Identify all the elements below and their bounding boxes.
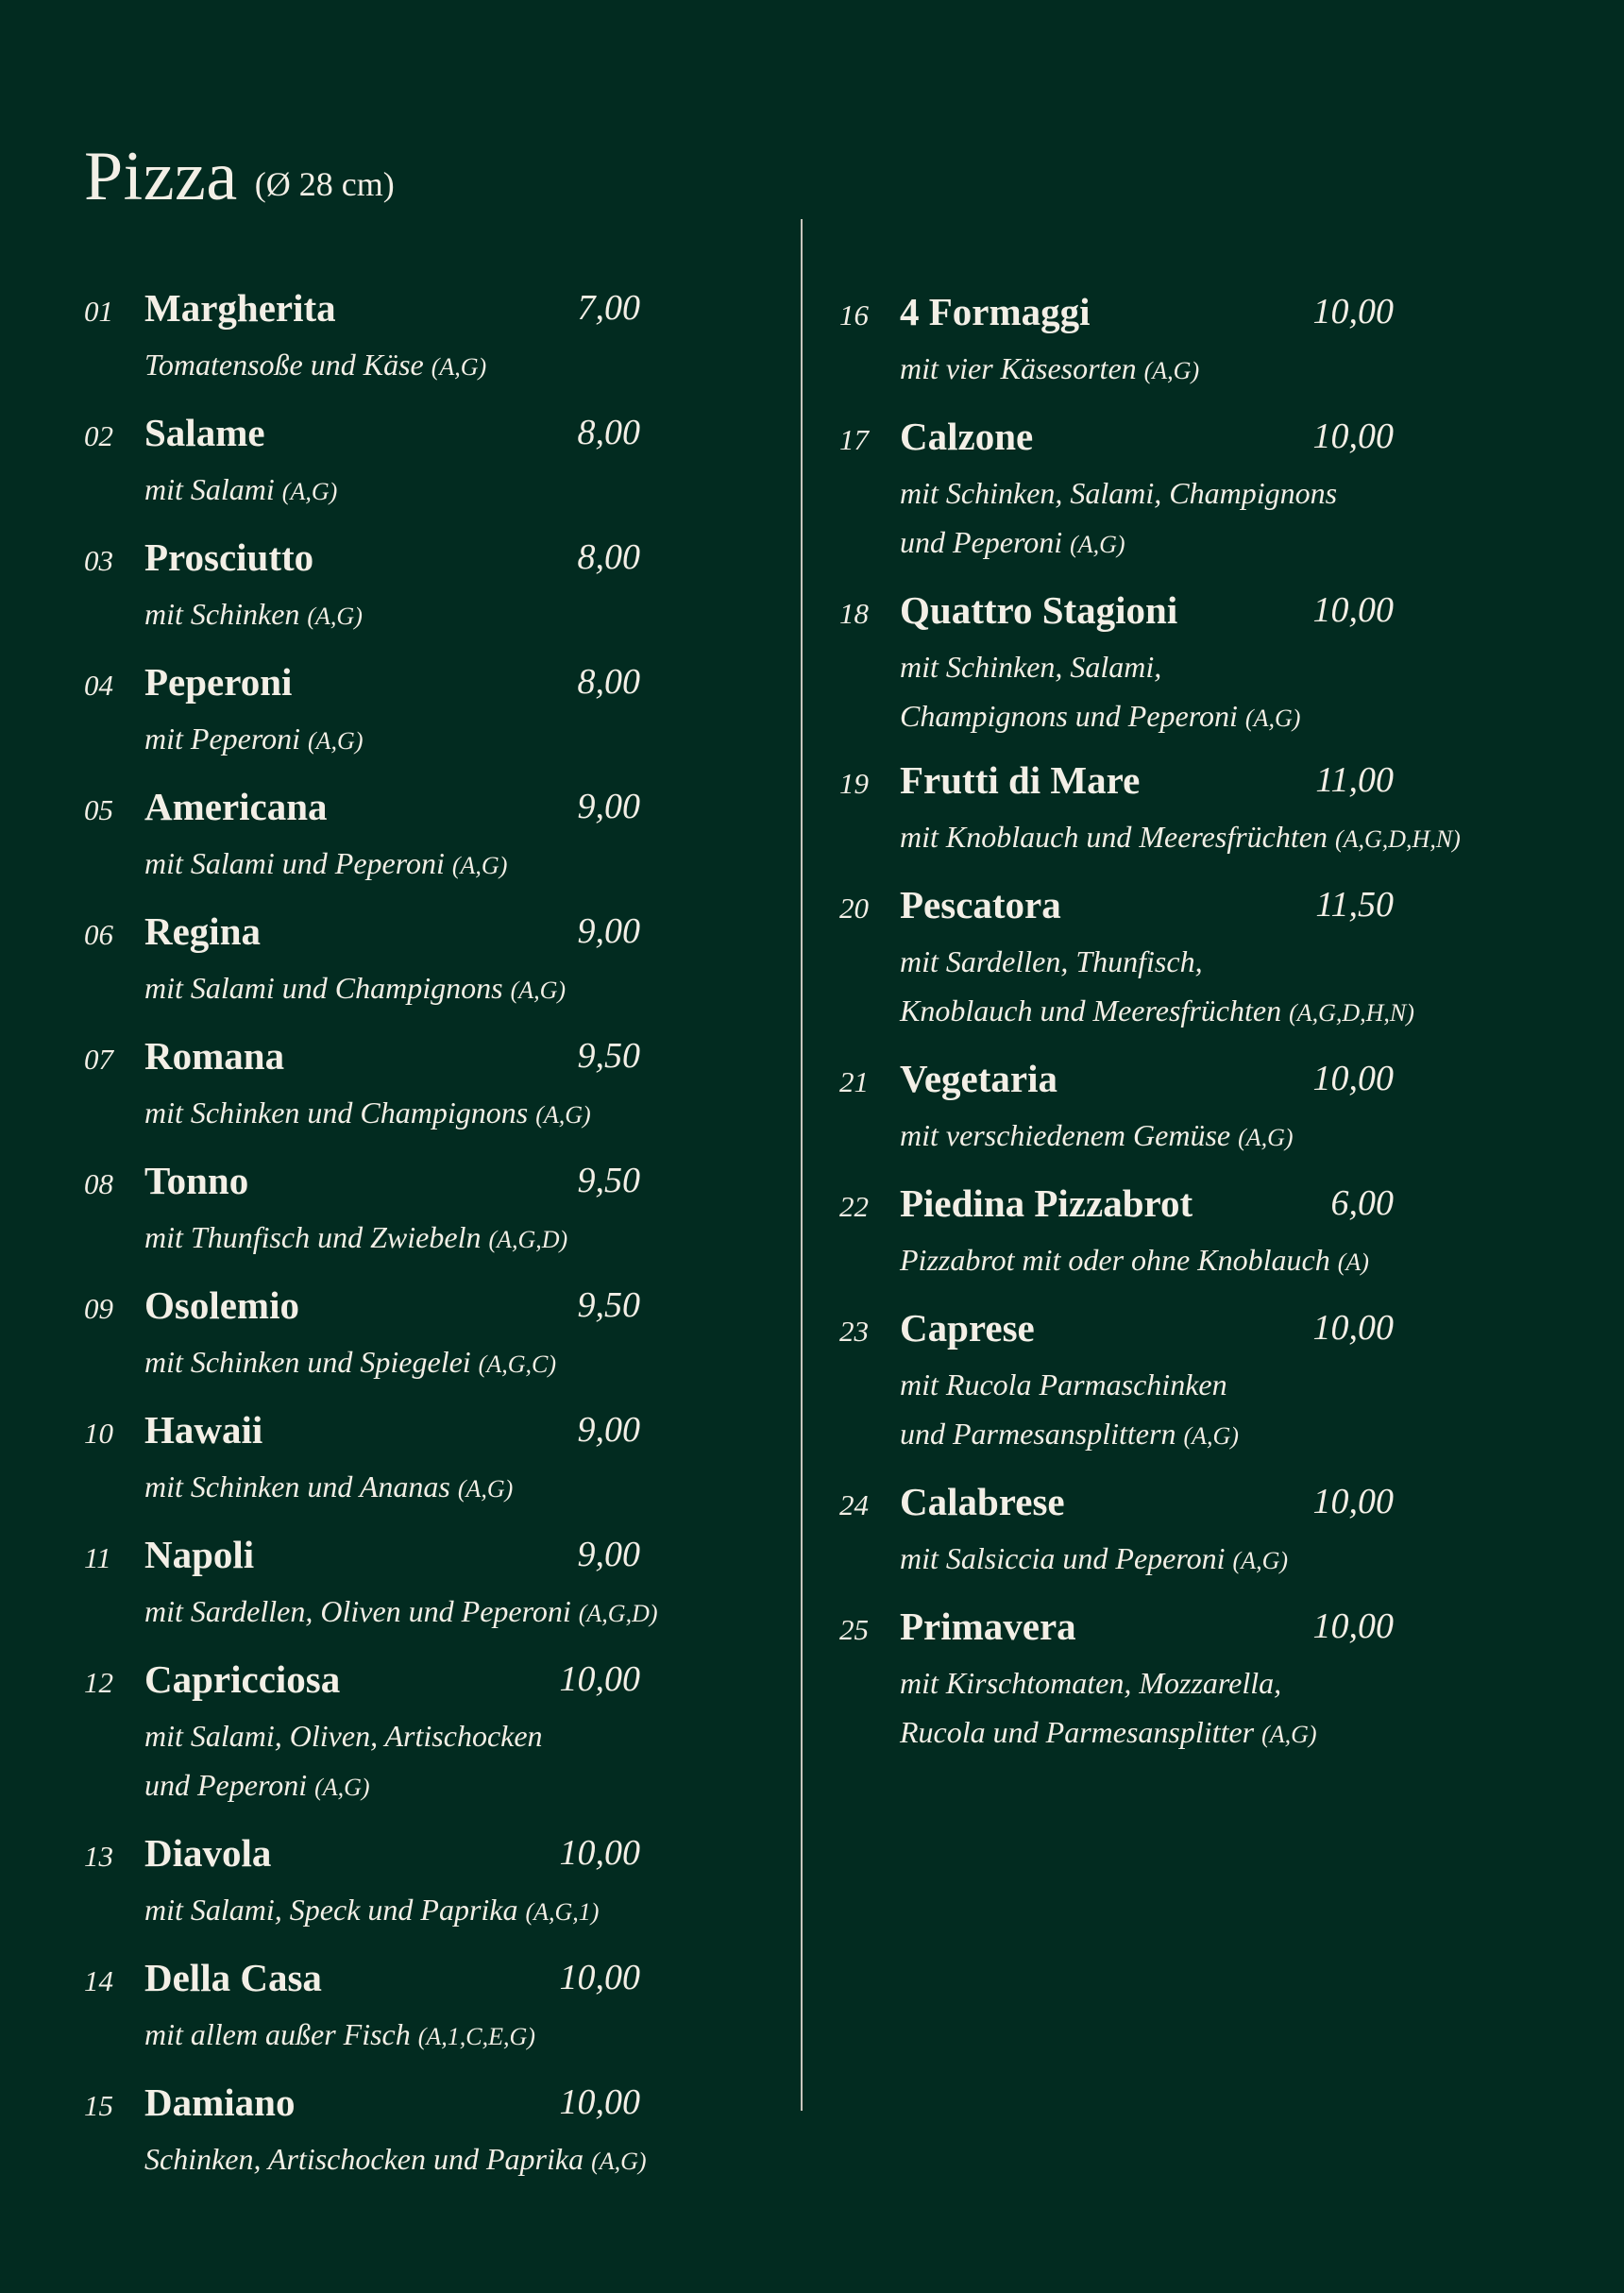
allergen-codes: (A,G): [1244, 705, 1301, 732]
description-line: [144, 2134, 647, 2186]
description-line: [900, 1360, 1239, 1409]
allergen-codes: (A,G): [314, 1774, 370, 1801]
item-name: Americana: [144, 785, 328, 828]
item-price: 10,00: [1312, 416, 1394, 456]
item-price: 11,00: [1315, 760, 1394, 800]
item-number: 17: [839, 423, 869, 456]
description-line: [144, 1088, 591, 1140]
allergen-codes: (A,G): [1070, 531, 1125, 558]
item-description: [144, 1462, 513, 1514]
description-line: [144, 1760, 543, 1812]
item-number: 19: [839, 767, 869, 800]
description-line: [144, 1462, 513, 1514]
item-price: 9,00: [577, 1410, 640, 1450]
item-number: 23: [839, 1315, 869, 1348]
item-price: 10,00: [559, 2082, 640, 2122]
item-price: 9,00: [577, 787, 640, 826]
description-line: [900, 937, 1414, 986]
description-text: mit Salami, Speck und Paprika: [144, 1893, 518, 1927]
item-description: [900, 642, 1300, 743]
allergen-codes: (A,G): [535, 1101, 591, 1129]
item-description: [144, 340, 486, 392]
description-text: mit Salsiccia und Peperoni: [900, 1541, 1226, 1575]
description-text: mit Sardellen, Thunfisch,: [900, 944, 1203, 978]
item-description: [900, 1111, 1294, 1163]
item-number: 06: [84, 918, 113, 951]
item-price: 10,00: [1312, 292, 1394, 331]
description-line: [144, 1213, 567, 1265]
item-name: Primavera: [900, 1605, 1076, 1648]
allergen-codes: (A,G): [1143, 357, 1200, 384]
item-price: 6,00: [1330, 1183, 1394, 1223]
description-line: [900, 518, 1337, 569]
item-description: [144, 2010, 535, 2062]
item-name: Salame: [144, 411, 265, 454]
description-text: mit Schinken: [144, 597, 300, 631]
item-price: 9,00: [577, 911, 640, 951]
description-text: mit Salami und Peperoni: [144, 846, 445, 880]
item-number: 11: [84, 1541, 111, 1574]
description-text: Pizzabrot mit oder ohne Knoblauch: [900, 1243, 1330, 1277]
item-description: [900, 1658, 1317, 1759]
item-price: 9,50: [577, 1285, 640, 1325]
allergen-codes: (A,G,C): [478, 1350, 556, 1378]
item-number: 12: [84, 1666, 113, 1699]
item-name: Damiano: [144, 2081, 296, 2124]
allergen-codes: (A,G,D): [488, 1226, 568, 1253]
item-price: 9,50: [577, 1161, 640, 1200]
description-line: [144, 839, 507, 891]
description-line: [900, 1111, 1294, 1163]
description-line: [900, 812, 1461, 864]
description-line: [900, 468, 1337, 518]
description-line: [900, 1658, 1317, 1707]
item-description: [900, 1534, 1288, 1586]
description-line: [144, 465, 337, 517]
item-description: [900, 937, 1414, 1038]
description-line: [900, 1235, 1369, 1287]
item-price: 11,50: [1315, 885, 1394, 925]
item-number: 16: [839, 298, 869, 331]
item-name: Della Casa: [144, 1956, 322, 1999]
description-text: mit Schinken und Ananas: [144, 1469, 450, 1503]
item-description: [900, 344, 1199, 396]
item-price: 10,00: [1312, 1482, 1394, 1521]
description-text: mit Salami, Oliven, Artischocken: [144, 1719, 543, 1753]
description-line: [144, 1587, 658, 1639]
description-text: Knoblauch und Meeresfrüchten: [900, 994, 1282, 1028]
description-text: mit Thunfisch und Zwiebeln: [144, 1220, 482, 1254]
description-text: mit Schinken, Salami,: [900, 650, 1162, 684]
description-line: [144, 1711, 543, 1760]
column-divider: [801, 219, 803, 2111]
allergen-codes: (A,G,D): [578, 1600, 658, 1627]
description-text: Rucola und Parmesansplitter: [900, 1715, 1255, 1749]
description-line: [144, 2010, 535, 2062]
item-description: [144, 465, 337, 517]
description-text: mit Rucola Parmaschinken: [900, 1367, 1227, 1401]
description-line: [900, 344, 1199, 396]
item-description: [900, 1235, 1369, 1287]
item-description: [144, 963, 566, 1015]
item-name: Frutti di Mare: [900, 758, 1141, 802]
item-name: Romana: [144, 1034, 285, 1078]
allergen-codes: (A,G,D,H,N): [1334, 825, 1461, 853]
item-description: [900, 1360, 1239, 1461]
allergen-codes: (A,1,C,E,G): [417, 2023, 535, 2050]
item-name: Pescatora: [900, 883, 1061, 926]
description-line: [144, 714, 363, 766]
allergen-codes: (A,G): [591, 2148, 647, 2175]
item-number: 25: [839, 1613, 869, 1646]
title-size-note: (Ø 28 cm): [254, 165, 395, 203]
item-number: 15: [84, 2089, 113, 2122]
allergen-codes: (A,G): [281, 478, 338, 505]
item-description: [144, 1337, 556, 1389]
allergen-codes: (A,G): [1232, 1547, 1289, 1574]
item-name: Prosciutto: [144, 535, 314, 579]
description-line: [900, 642, 1300, 691]
item-price: 8,00: [577, 413, 640, 452]
item-price: 8,00: [577, 662, 640, 702]
description-line: [144, 589, 363, 641]
item-description: [144, 2134, 647, 2186]
allergen-codes: (A,G): [451, 852, 508, 879]
description-text: Champignons und Peperoni: [900, 699, 1238, 733]
item-price: 10,00: [1312, 590, 1394, 630]
description-text: mit Knoblauch und Meeresfrüchten: [900, 820, 1328, 854]
item-description: [900, 468, 1337, 569]
item-number: 10: [84, 1417, 113, 1450]
description-text: mit Salami: [144, 472, 275, 506]
item-description: [144, 1711, 543, 1812]
description-line: [144, 1337, 556, 1389]
allergen-codes: (A,G): [307, 603, 363, 630]
item-number: 07: [84, 1043, 113, 1076]
item-number: 09: [84, 1292, 113, 1325]
item-number: 05: [84, 793, 113, 826]
description-line: [900, 691, 1300, 743]
description-text: mit verschiedenem Gemüse: [900, 1118, 1231, 1152]
allergen-codes: (A,G): [308, 727, 364, 755]
description-text: und Peperoni: [900, 525, 1063, 559]
item-name: Capricciosa: [144, 1657, 341, 1701]
item-name: Caprese: [900, 1306, 1035, 1350]
item-name: Hawaii: [144, 1408, 263, 1452]
description-text: mit Schinken, Salami, Champignons: [900, 476, 1338, 510]
item-price: 8,00: [577, 537, 640, 577]
description-line: [144, 340, 486, 392]
item-name: Calzone: [900, 415, 1034, 458]
item-description: [144, 1587, 658, 1639]
item-name: Osolemio: [144, 1283, 299, 1327]
item-price: 9,00: [577, 1535, 640, 1574]
description-text: mit Schinken und Spiegelei: [144, 1345, 471, 1379]
item-price: 10,00: [559, 1659, 640, 1699]
allergen-codes: (A,G): [431, 353, 487, 381]
item-number: 18: [839, 597, 869, 630]
description-text: und Peperoni: [144, 1768, 308, 1802]
allergen-codes: (A): [1337, 1248, 1369, 1276]
allergen-codes: (A,G): [510, 977, 567, 1004]
description-text: Tomatensoße und Käse: [144, 348, 424, 382]
description-text: mit Salami und Champignons: [144, 971, 503, 1005]
item-number: 03: [84, 544, 113, 577]
item-description: [144, 714, 363, 766]
item-price: 10,00: [559, 1833, 640, 1873]
item-number: 21: [839, 1065, 869, 1098]
description-text: mit Peperoni: [144, 722, 300, 756]
item-name: Peperoni: [144, 660, 293, 704]
item-number: 02: [84, 419, 113, 452]
item-price: 10,00: [1312, 1308, 1394, 1348]
item-name: Piedina Pizzabrot: [900, 1181, 1193, 1225]
description-line: [900, 1534, 1288, 1586]
description-line: [900, 986, 1414, 1038]
description-text: und Parmesansplittern: [900, 1417, 1176, 1451]
item-description: [144, 1088, 591, 1140]
description-text: mit Schinken und Champignons: [144, 1096, 529, 1130]
description-line: [144, 963, 566, 1015]
item-name: Calabrese: [900, 1480, 1065, 1523]
item-name: Tonno: [144, 1159, 249, 1202]
item-number: 01: [84, 295, 113, 328]
item-price: 9,50: [577, 1036, 640, 1076]
description-text: mit Kirschtomaten, Mozzarella,: [900, 1666, 1282, 1700]
item-description: [900, 812, 1461, 864]
allergen-codes: (A,G): [1238, 1124, 1294, 1151]
allergen-codes: (A,G): [457, 1475, 514, 1503]
description-text: mit allem außer Fisch: [144, 2017, 411, 2051]
item-number: 20: [839, 892, 869, 925]
item-price: 10,00: [1312, 1059, 1394, 1098]
description-line: [900, 1409, 1239, 1461]
allergen-codes: (A,G): [1183, 1422, 1239, 1450]
item-name: Napoli: [144, 1533, 255, 1576]
title-main: Pizza: [84, 138, 238, 215]
item-price: 10,00: [559, 1958, 640, 1997]
item-description: [144, 839, 507, 891]
item-number: 13: [84, 1840, 113, 1873]
description-text: mit Sardellen, Oliven und Peperoni: [144, 1594, 571, 1628]
item-number: 14: [84, 1964, 113, 1997]
item-description: [144, 1213, 567, 1265]
page-title: [84, 138, 395, 215]
description-line: [144, 1885, 599, 1937]
item-name: Quattro Stagioni: [900, 588, 1178, 632]
description-line: [900, 1707, 1317, 1759]
item-number: 24: [839, 1488, 869, 1521]
item-name: Regina: [144, 909, 261, 953]
item-name: Margherita: [144, 286, 336, 330]
allergen-codes: (A,G): [1261, 1721, 1317, 1748]
item-number: 08: [84, 1167, 113, 1200]
item-price: 10,00: [1312, 1606, 1394, 1646]
description-text: mit vier Käsesorten: [900, 351, 1137, 385]
allergen-codes: (A,G,1): [525, 1898, 600, 1926]
item-name: Vegetaria: [900, 1057, 1057, 1100]
item-name: 4 Formaggi: [900, 290, 1091, 333]
description-text: Schinken, Artischocken und Paprika: [144, 2142, 584, 2176]
item-number: 04: [84, 669, 113, 702]
item-name: Diavola: [144, 1831, 272, 1875]
item-description: [144, 1885, 599, 1937]
allergen-codes: (A,G,D,H,N): [1289, 999, 1414, 1027]
item-description: [144, 589, 363, 641]
item-number: 22: [839, 1190, 869, 1223]
item-price: 7,00: [577, 288, 640, 328]
